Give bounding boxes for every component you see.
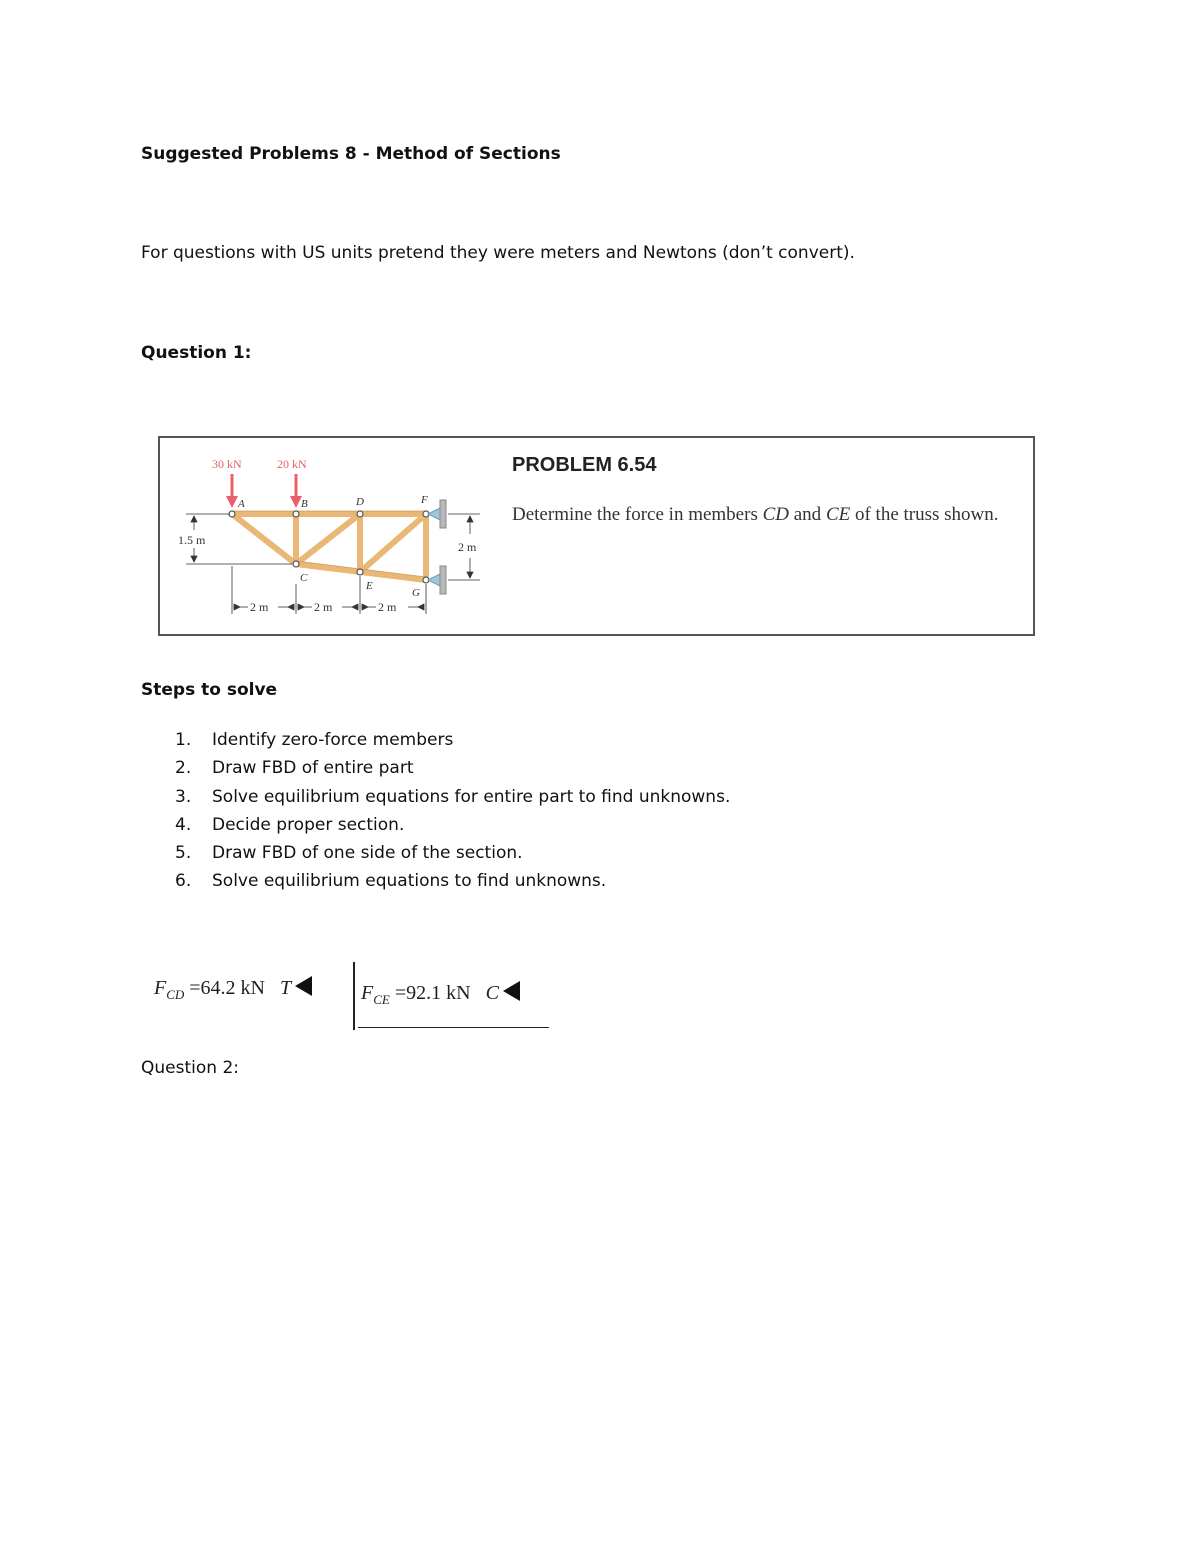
question-2-heading: Question 2: <box>141 1058 239 1078</box>
node-label-f: F <box>421 494 428 506</box>
problem-figure-box <box>158 436 1035 636</box>
steps-list <box>175 728 730 898</box>
dim-span-2: 2 m <box>314 600 333 614</box>
answer-fcd: $F_{CD} =64.2$ kN T <box>154 976 312 1003</box>
member-ef <box>360 514 426 572</box>
node-label-e: E <box>366 580 373 592</box>
steps-heading: Steps to solve <box>141 680 278 700</box>
problem-title: PROBLEM 6.54 <box>512 454 657 476</box>
support-g <box>428 566 446 594</box>
joint-c <box>293 561 299 567</box>
answer-divider-horizontal <box>358 1027 549 1028</box>
support-f <box>428 500 446 528</box>
list-item: 1. Identify zero-force members <box>175 730 454 750</box>
document-title: Suggested Problems 8 - Method of Sections <box>141 144 561 164</box>
list-item: 5. Draw FBD of one side of the section. <box>175 843 523 864</box>
node-label-g: G <box>412 587 420 599</box>
question-1-heading: Question 1: <box>141 343 252 363</box>
answer-divider-vertical <box>353 962 355 1030</box>
list-item: 4. Decide proper section. <box>175 814 405 835</box>
list-item: 6. Solve equilibrium equations to find unknowns. <box>175 871 607 892</box>
joint-d <box>357 511 363 517</box>
answer-fce: $F_{CE} =92.1$ kN C <box>361 981 520 1008</box>
dim-right-height: 2 m <box>458 540 477 554</box>
load-label-b: 20 kN <box>277 457 307 471</box>
joint-b <box>293 511 299 517</box>
member-cd <box>296 514 360 564</box>
triangle-marker-icon <box>503 981 520 1001</box>
dim-span-3: 2 m <box>378 600 397 614</box>
node-label-c: C <box>300 572 308 584</box>
node-label-d: D <box>356 496 364 508</box>
problem-statement: Determine the force in members CD and CE of the truss shown. <box>512 504 999 525</box>
units-note: For questions with US units pretend they were meters and Newtons (don’t convert). <box>141 243 855 263</box>
list-item: 3. Solve equilibrium equations for entire part to find unknowns. <box>175 786 731 807</box>
list-item: 2. Draw FBD of entire part <box>175 758 414 779</box>
joint-e <box>357 569 363 575</box>
triangle-marker-icon <box>295 976 312 996</box>
node-label-a: A <box>238 498 245 510</box>
node-label-b: B <box>301 498 308 510</box>
load-label-a: 30 kN <box>212 457 242 471</box>
truss-members <box>232 514 426 580</box>
dim-span-1: 2 m <box>250 600 269 614</box>
truss-diagram <box>170 450 500 630</box>
answer-block <box>154 962 554 1032</box>
member-ac <box>232 514 296 564</box>
load-arrow-a <box>226 474 238 508</box>
dim-left-height: 1.5 m <box>178 533 206 547</box>
